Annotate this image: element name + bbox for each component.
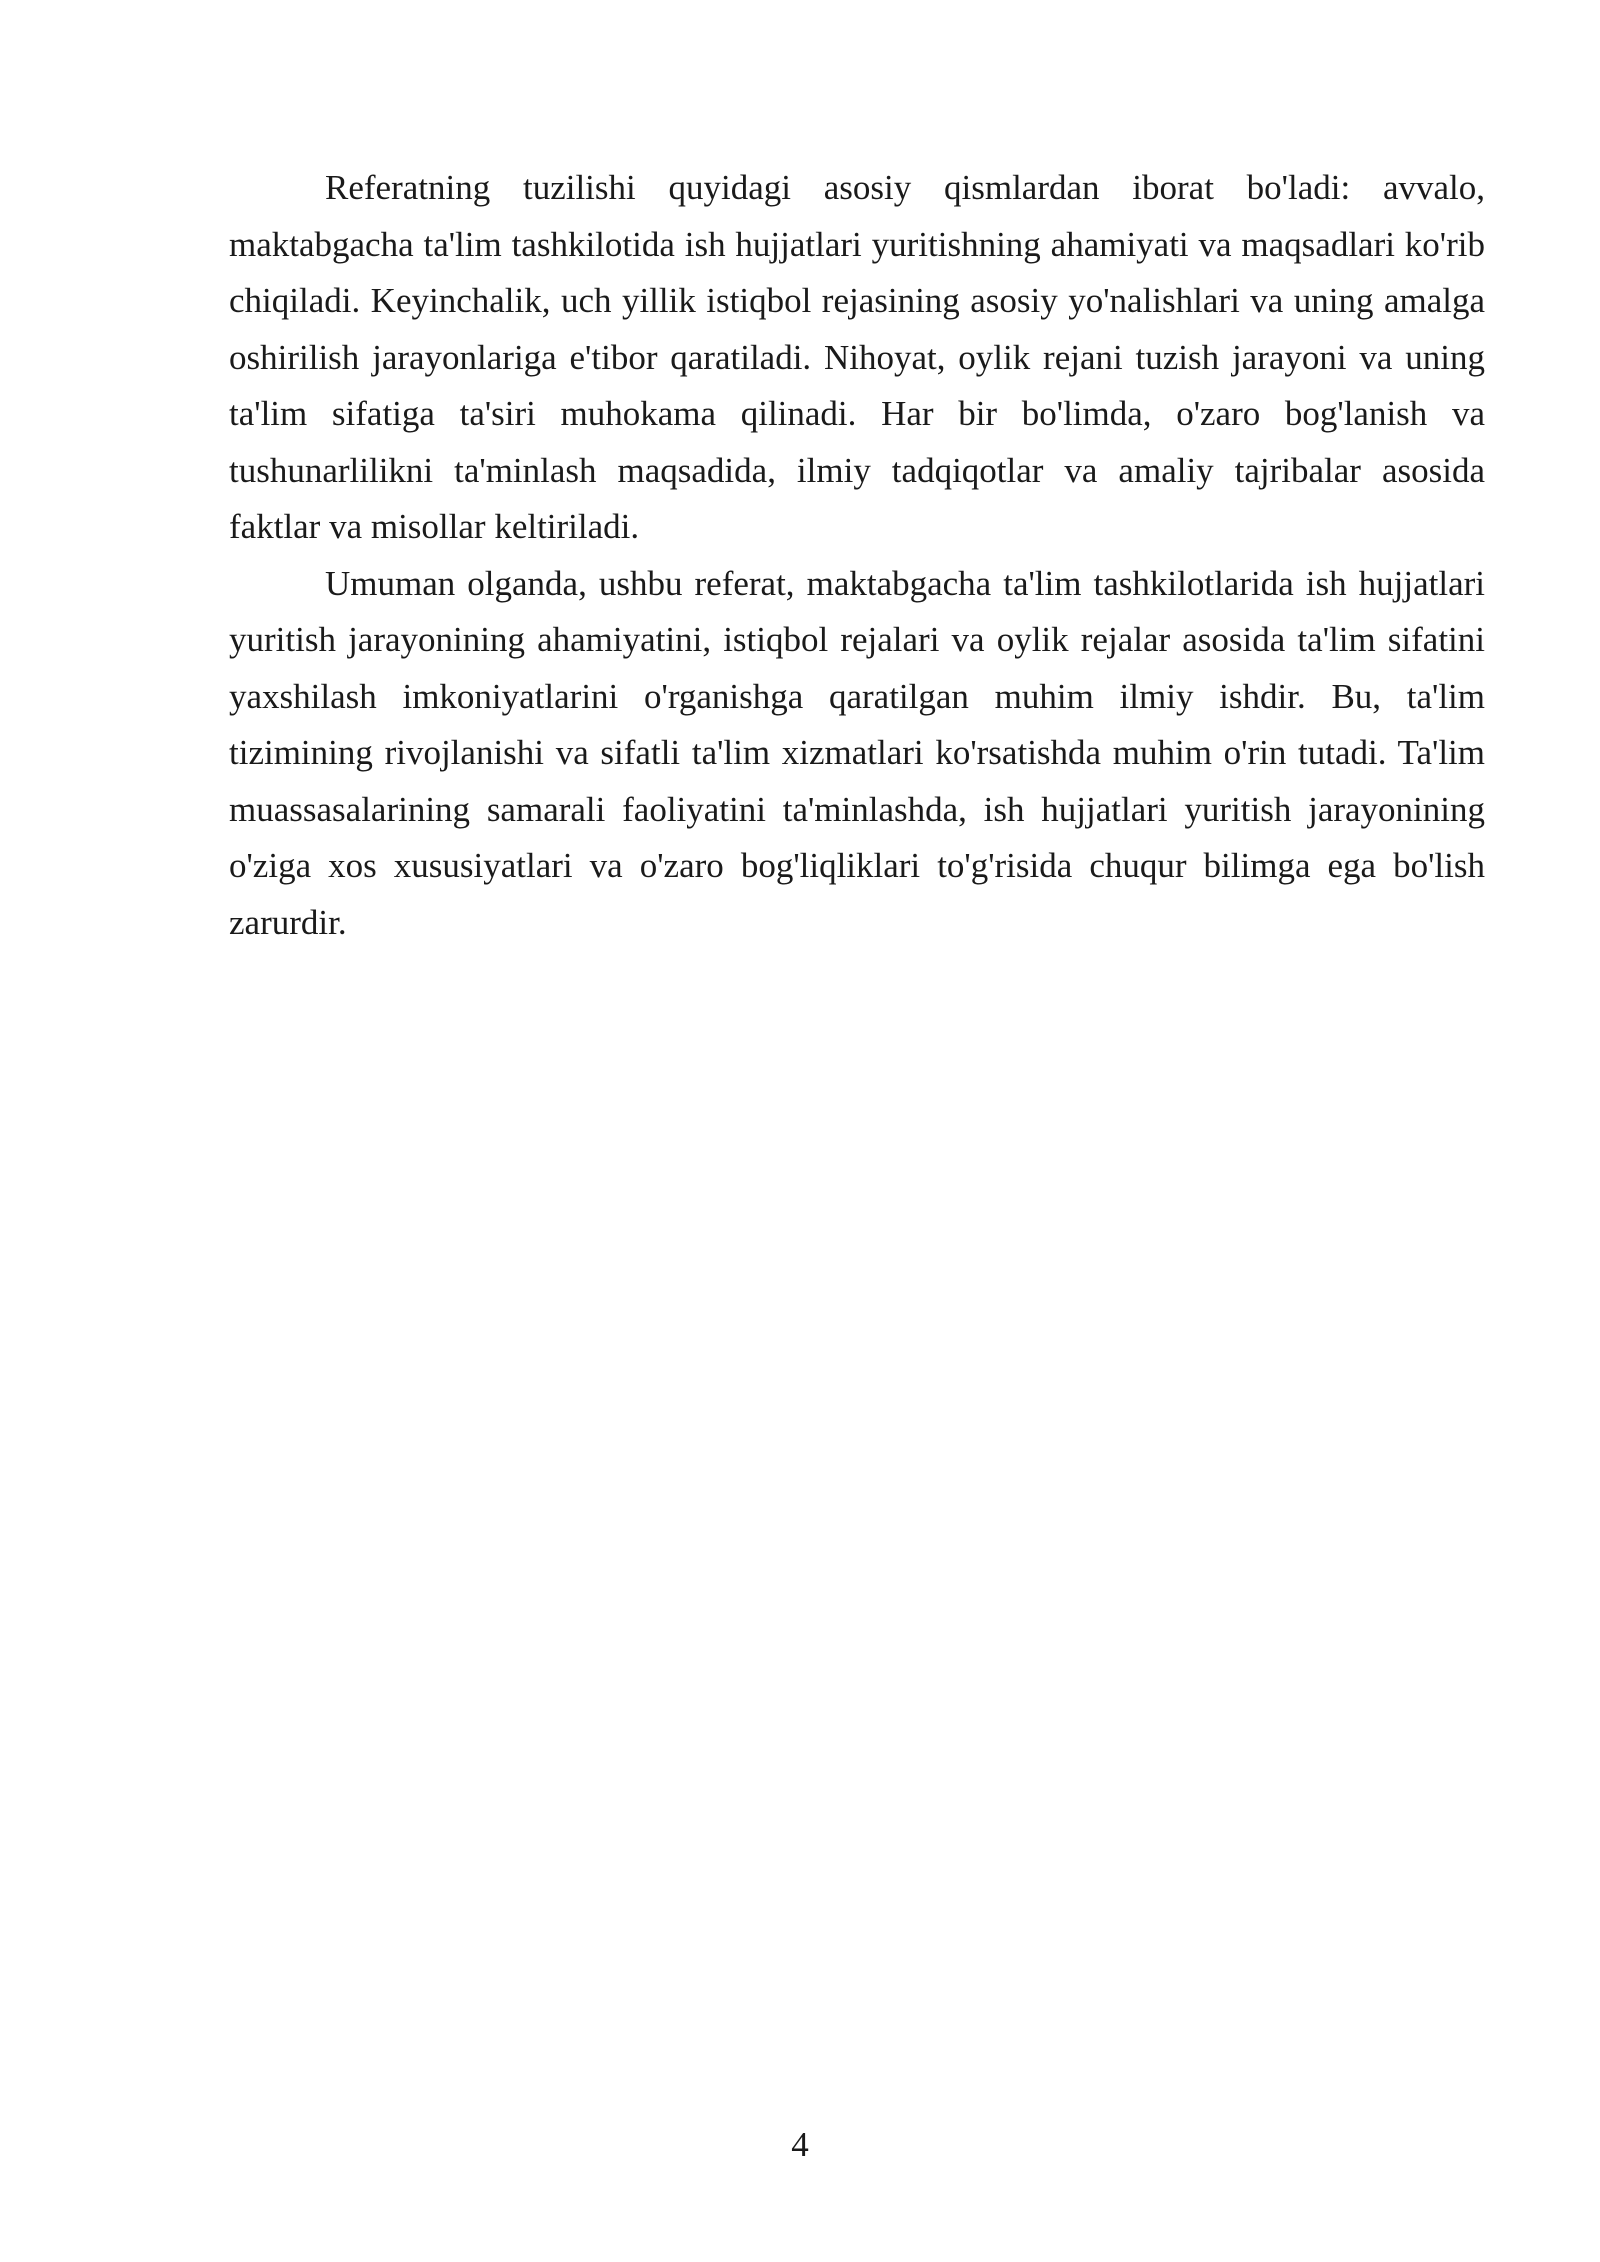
document-body xyxy=(229,160,1485,951)
paragraph-conclusion: Umuman olganda, ushbu referat, maktabgacha ta'lim tashkilotlarida ish hujjatlari yuritish jarayonining ahamiyatini, istiqbol rejalari va oylik rejalar asosida ta'lim sifatini yaxshilash imkoniyatlarini o'rganishga qaratilgan muhim ilmiy ishdir. Bu, ta'lim tizimining rivojlanishi va sifatli ta'lim xizmatlari ko'rsatishda muhim o'rin tutadi. Ta'lim muassasalarining samarali faoliyatini ta'minlashda, ish hujjatlari yuritish jarayonining o'ziga xos xususiyatlari va o'zaro bog'liqliklari to'g'risida chuqur bilimga ega bo'lish zarurdir. xyxy=(229,563,1485,942)
paragraph-structure: Referatning tuzilishi quyidagi asosiy qismlardan iborat bo'ladi: avvalo, maktabgacha ta'lim tashkilotida ish hujjatlari yuritishning ahamiyati va maqsadlari ko'rib chiqiladi. Keyinchalik, uch yillik istiqbol rejasining asosiy yo'nalishlari va uning amalga oshirilish jarayonlariga e'tibor qaratiladi. Nihoyat, oylik rejani tuzish jarayoni va uning ta'lim sifatiga ta'siri muhokama qilinadi. Har bir bo'limda, o'zaro bog'lanish va tushunarlilikni ta'minlash maqsadida, ilmiy tadqiqotlar va amaliy tajribalar asosida faktlar va misollar keltiriladi. xyxy=(229,168,1485,546)
page-number: 4 xyxy=(791,2125,809,2164)
